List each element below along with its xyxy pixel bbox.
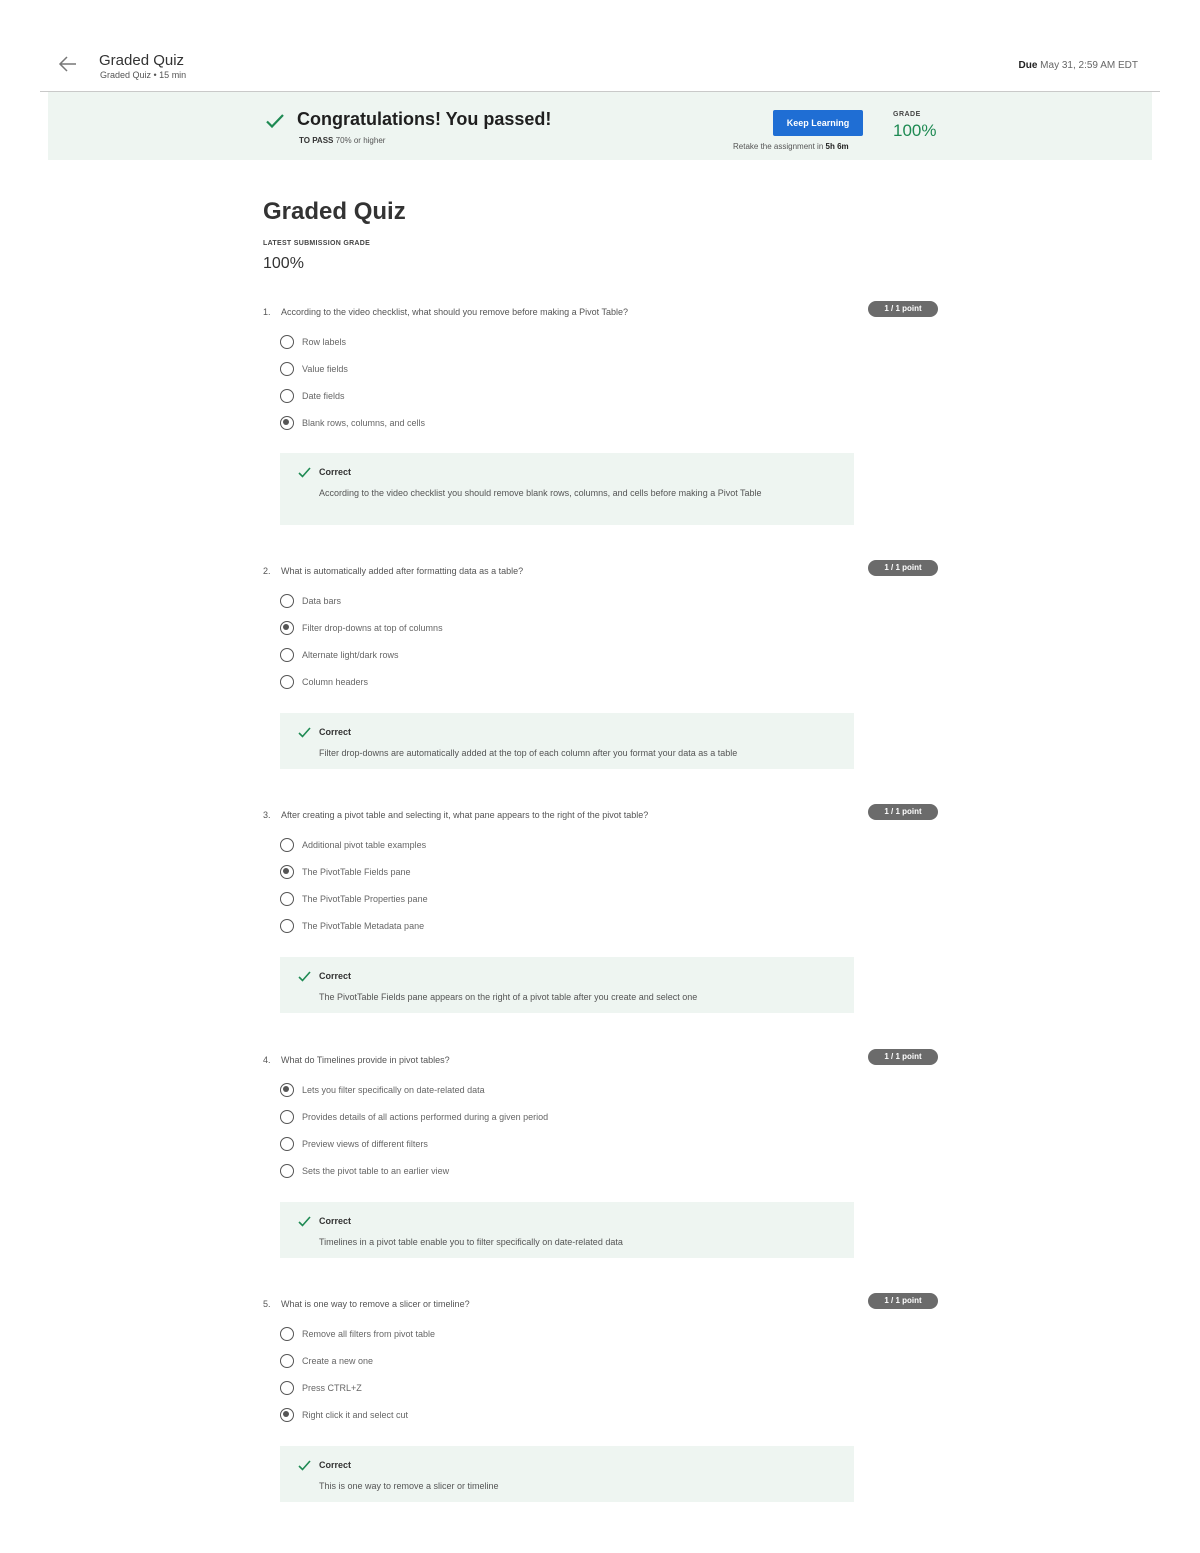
option-label: Data bars — [302, 596, 342, 606]
feedback-box — [280, 957, 854, 1013]
option-label: The PivotTable Properties pane — [302, 894, 428, 904]
feedback-title: Correct — [319, 1460, 352, 1470]
answer-option[interactable] — [280, 333, 346, 351]
radio-button[interactable] — [280, 1110, 294, 1124]
answer-option[interactable] — [280, 1379, 362, 1397]
radio-button[interactable] — [280, 1354, 294, 1368]
answer-option[interactable] — [280, 917, 424, 935]
radio-button[interactable] — [280, 838, 294, 852]
radio-button-selected[interactable] — [280, 1083, 294, 1097]
page-title: Graded Quiz — [263, 198, 406, 225]
points-badge: 1 / 1 point — [868, 804, 938, 820]
answer-option[interactable] — [280, 1406, 408, 1424]
answer-option[interactable] — [280, 619, 443, 637]
keep-learning-button[interactable]: Keep Learning — [773, 110, 863, 136]
feedback-text: According to the video checklist you should remove blank rows, columns, and cells before making a Pivot Table — [319, 488, 762, 498]
feedback-title: Correct — [319, 467, 352, 477]
answer-option[interactable] — [280, 890, 428, 908]
option-label: Additional pivot table examples — [302, 840, 427, 850]
top-header — [40, 40, 1160, 92]
answer-option[interactable] — [280, 1135, 428, 1153]
radio-button[interactable] — [280, 389, 294, 403]
feedback-title: Correct — [319, 971, 352, 981]
question-prompt: What is one way to remove a slicer or timeline? — [281, 1299, 470, 1309]
banner-title: Congratulations! You passed! — [297, 109, 552, 129]
grade-label: GRADE — [893, 111, 921, 118]
answer-option[interactable] — [280, 673, 368, 691]
radio-button[interactable] — [280, 892, 294, 906]
radio-button-selected[interactable] — [280, 865, 294, 879]
pass-label: TO PASS — [299, 136, 334, 145]
option-label: Sets the pivot table to an earlier view — [302, 1166, 450, 1176]
question-text — [263, 566, 523, 576]
option-label: Lets you filter specifically on date-related data — [302, 1085, 485, 1095]
radio-button[interactable] — [280, 1327, 294, 1341]
feedback-box — [280, 453, 854, 525]
question-text — [263, 1055, 450, 1065]
feedback-box — [280, 1202, 854, 1258]
question-text — [263, 307, 628, 317]
question-prompt: After creating a pivot table and selecting it, what pane appears to the right of the pivot table? — [281, 810, 649, 820]
check-icon — [297, 1214, 312, 1229]
passed-banner — [48, 92, 1152, 160]
radio-button[interactable] — [280, 1137, 294, 1151]
option-label: The PivotTable Metadata pane — [302, 921, 425, 931]
feedback-title: Correct — [319, 727, 352, 737]
radio-button[interactable] — [280, 335, 294, 349]
option-label: Value fields — [302, 364, 348, 374]
radio-button[interactable] — [280, 362, 294, 376]
points-badge: 1 / 1 point — [868, 1049, 938, 1065]
pass-value: 70% or higher — [335, 136, 386, 145]
option-label: The PivotTable Fields pane — [302, 867, 411, 877]
question-number: 1. — [263, 307, 271, 317]
answer-option[interactable] — [280, 414, 425, 432]
question-prompt: According to the video checklist, what should you remove before making a Pivot Table? — [281, 307, 629, 317]
answer-option[interactable] — [280, 1162, 449, 1180]
feedback-text: Timelines in a pivot table enable you to filter specifically on date-related data — [319, 1237, 623, 1247]
header-title: Graded Quiz — [99, 52, 185, 69]
radio-button[interactable] — [280, 1381, 294, 1395]
option-label: Blank rows, columns, and cells — [302, 418, 426, 428]
feedback-text: Filter drop-downs are automatically added at the top of each column after you format your data as a table — [319, 748, 738, 758]
feedback-text: This is one way to remove a slicer or timeline — [319, 1481, 499, 1491]
retake-time: 5h 6m — [825, 142, 849, 151]
option-label: Filter drop-downs at top of columns — [302, 623, 443, 633]
question-text — [263, 1299, 470, 1309]
answer-option[interactable] — [280, 1325, 435, 1343]
radio-button-selected[interactable] — [280, 1408, 294, 1422]
retake-text: Retake the assignment in — [733, 142, 824, 151]
feedback-title: Correct — [319, 1216, 352, 1226]
radio-button[interactable] — [280, 648, 294, 662]
question-text — [263, 810, 648, 820]
option-label: Provides details of all actions performed during a given period — [302, 1112, 549, 1122]
grade-value: 100% — [893, 121, 937, 140]
points-badge: 1 / 1 point — [868, 1293, 938, 1309]
check-icon — [297, 725, 312, 740]
check-icon — [297, 1458, 312, 1473]
answer-option[interactable] — [280, 387, 345, 405]
option-label: Right click it and select cut — [302, 1410, 409, 1420]
points-badge: 1 / 1 point — [868, 560, 938, 576]
check-icon — [297, 969, 312, 984]
check-icon — [297, 465, 312, 480]
answer-option[interactable] — [280, 836, 426, 854]
due-date — [1018, 60, 1138, 71]
header-subtitle: Graded Quiz • 15 min — [100, 70, 187, 80]
question-number: 4. — [263, 1055, 271, 1065]
radio-button[interactable] — [280, 919, 294, 933]
latest-grade-value: 100% — [263, 255, 304, 272]
answer-option[interactable] — [280, 360, 348, 378]
check-icon — [263, 109, 287, 133]
option-label: Column headers — [302, 677, 369, 687]
option-label: Preview views of different filters — [302, 1139, 428, 1149]
due-label: Due — [1018, 60, 1038, 71]
radio-button-selected[interactable] — [280, 416, 294, 430]
question-number: 3. — [263, 810, 271, 820]
back-arrow-icon[interactable] — [56, 52, 80, 76]
points-badge: 1 / 1 point — [868, 301, 938, 317]
question-prompt: What is automatically added after formatting data as a table? — [281, 566, 524, 576]
answer-option[interactable] — [280, 1352, 373, 1370]
feedback-text: The PivotTable Fields pane appears on the right of a pivot table after you create and select one — [319, 992, 698, 1002]
answer-option[interactable] — [280, 1108, 548, 1126]
option-label: Row labels — [302, 337, 347, 347]
due-value: May 31, 2:59 AM EDT — [1040, 60, 1138, 71]
feedback-box — [280, 713, 854, 769]
question-number: 5. — [263, 1299, 271, 1309]
radio-button[interactable] — [280, 594, 294, 608]
question-number: 2. — [263, 566, 271, 576]
question-prompt: What do Timelines provide in pivot tables? — [281, 1055, 450, 1065]
option-label: Create a new one — [302, 1356, 374, 1366]
radio-button-selected[interactable] — [280, 621, 294, 635]
radio-button[interactable] — [280, 675, 294, 689]
answer-option[interactable] — [280, 863, 411, 881]
feedback-box — [280, 1446, 854, 1502]
retake-info — [733, 142, 849, 151]
pass-requirement — [299, 136, 385, 145]
answer-option[interactable] — [280, 592, 341, 610]
option-label: Date fields — [302, 391, 345, 401]
latest-grade-label: LATEST SUBMISSION GRADE — [263, 240, 371, 247]
answer-option[interactable] — [280, 1081, 485, 1099]
option-label: Press CTRL+Z — [302, 1383, 362, 1393]
option-label: Alternate light/dark rows — [302, 650, 399, 660]
radio-button[interactable] — [280, 1164, 294, 1178]
answer-option[interactable] — [280, 646, 399, 664]
option-label: Remove all filters from pivot table — [302, 1329, 436, 1339]
